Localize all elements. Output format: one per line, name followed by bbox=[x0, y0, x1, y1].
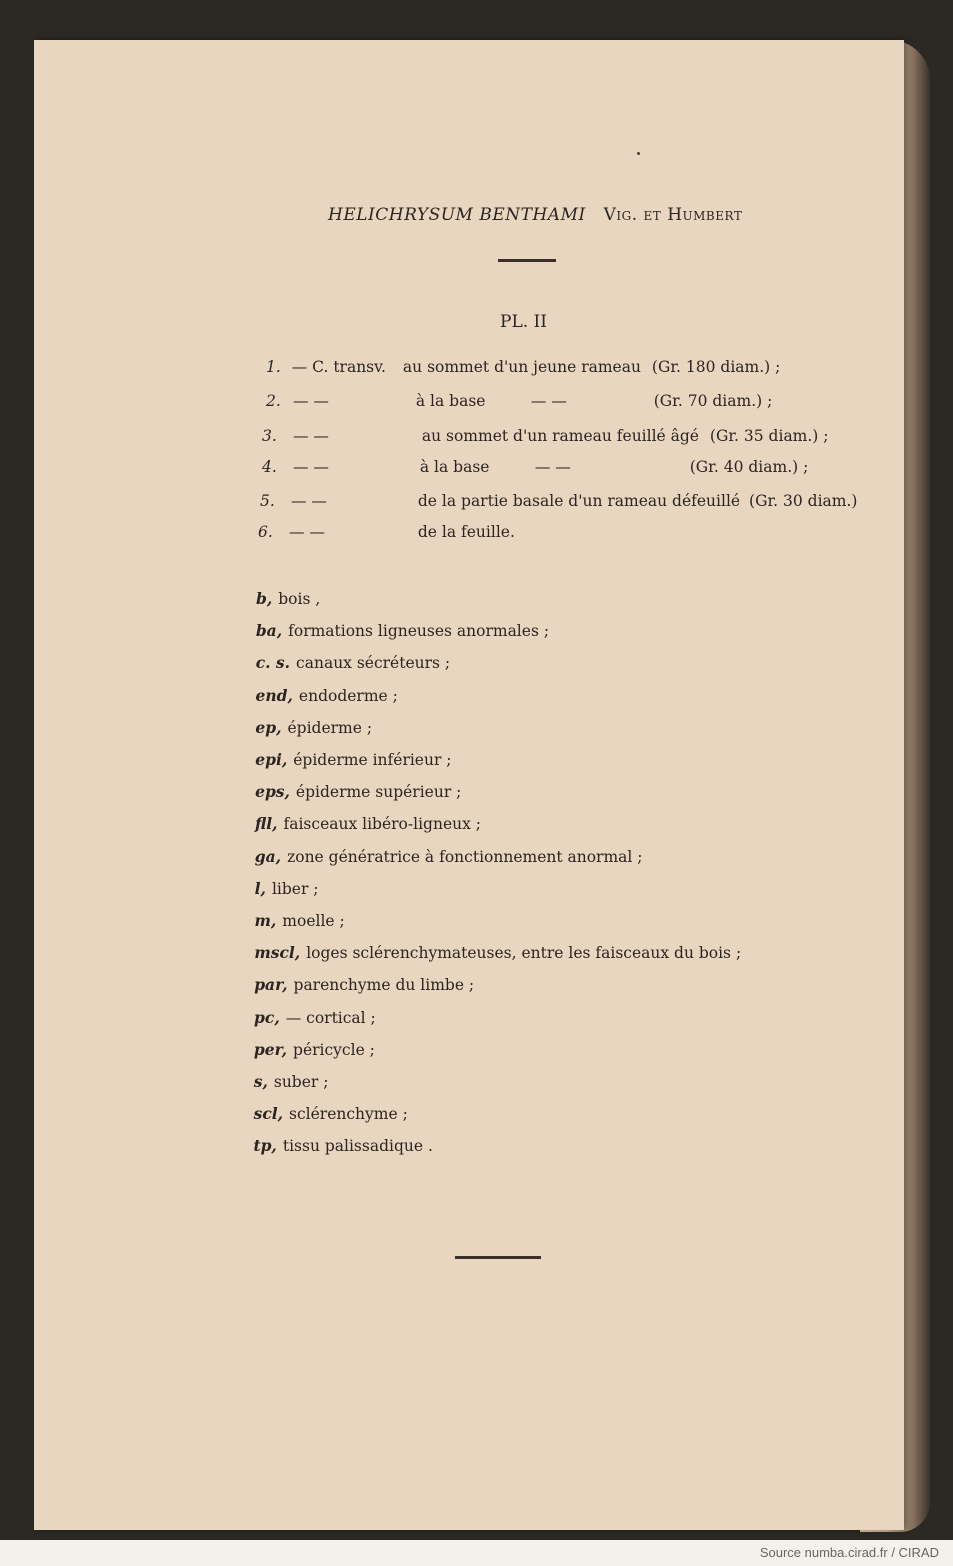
legend-abbreviation: s, bbox=[253, 1072, 268, 1091]
legend-abbreviation: end, bbox=[255, 685, 293, 705]
legend-definition: — cortical ; bbox=[285, 1008, 376, 1027]
legend-item bbox=[256, 589, 320, 608]
legend-definition: épiderme supérieur ; bbox=[295, 783, 462, 802]
legend-definition: loges sclérenchymateuses, entre les faisceaux du bois ; bbox=[306, 944, 742, 963]
legend-abbreviation: pc, bbox=[254, 1007, 280, 1027]
figure-location: à la base bbox=[419, 458, 490, 476]
figure-number: 1. bbox=[266, 358, 281, 376]
legend-item bbox=[255, 718, 372, 737]
legend-definition: épiderme ; bbox=[287, 718, 373, 737]
legend-definition: sclérenchyme ; bbox=[289, 1105, 408, 1124]
plate-label: PL. II bbox=[500, 312, 547, 332]
legend-item bbox=[256, 653, 450, 672]
legend-abbreviation: par, bbox=[254, 975, 288, 995]
figure-item bbox=[262, 427, 829, 445]
figure-item bbox=[262, 458, 808, 476]
legend-definition: parenchyme du limbe ; bbox=[293, 976, 475, 995]
legend-item bbox=[255, 847, 643, 866]
figure-section: — — bbox=[290, 492, 327, 510]
closing-rule bbox=[455, 1256, 541, 1259]
figure-number: 4. bbox=[262, 458, 277, 476]
legend-item bbox=[254, 1008, 376, 1027]
legend-definition: faisceaux libéro-ligneux ; bbox=[283, 815, 481, 834]
page bbox=[34, 40, 904, 1530]
figure-item bbox=[258, 523, 515, 541]
legend-abbreviation: l, bbox=[254, 878, 266, 898]
figure-section: — — bbox=[292, 427, 329, 445]
legend-item bbox=[256, 686, 398, 705]
figure-section: — — bbox=[288, 523, 325, 541]
heading-rule bbox=[498, 259, 556, 262]
legend-definition: zone génératrice à fonctionnement anormal ; bbox=[287, 847, 643, 866]
legend-item bbox=[255, 911, 345, 930]
figure-location: de la feuille. bbox=[417, 523, 515, 541]
legend-definition: moelle ; bbox=[282, 912, 345, 930]
legend-abbreviation: epi, bbox=[255, 750, 288, 769]
figure-number: 5. bbox=[260, 492, 275, 510]
legend-definition: péricycle ; bbox=[293, 1040, 375, 1059]
figure-number: 3. bbox=[262, 427, 277, 445]
legend-item bbox=[254, 943, 741, 962]
figure-item bbox=[260, 492, 857, 510]
figure-number: 6. bbox=[258, 523, 273, 541]
legend-abbreviation: c. s. bbox=[255, 653, 291, 673]
figure-item bbox=[266, 358, 780, 376]
source-credit: Source numba.cirad.fr / CIRAD bbox=[759, 1545, 939, 1560]
figure-number: 2. bbox=[266, 392, 281, 410]
figure-magnification: (Gr. 35 diam.) ; bbox=[709, 427, 829, 445]
legend-definition: endoderme ; bbox=[298, 686, 398, 705]
legend-item bbox=[255, 782, 461, 801]
legend-item bbox=[255, 750, 451, 769]
figure-magnification: (Gr. 180 diam.) ; bbox=[651, 358, 781, 376]
legend-abbreviation: mscl, bbox=[254, 943, 301, 963]
figure-location: à la base bbox=[415, 392, 486, 410]
figure-section: — C. transv. bbox=[291, 358, 386, 376]
legend-definition: formations ligneuses anormales ; bbox=[288, 622, 550, 641]
legend-abbreviation: m, bbox=[254, 911, 277, 930]
legend-item bbox=[255, 879, 319, 898]
legend-definition: suber ; bbox=[273, 1073, 329, 1091]
legend-definition: bois , bbox=[278, 590, 321, 608]
legend-abbreviation: ba, bbox=[255, 621, 283, 641]
figure-section: — — bbox=[292, 458, 329, 476]
legend-definition: tissu palissadique . bbox=[282, 1137, 433, 1156]
figure-section: — — bbox=[292, 392, 329, 410]
legend-abbreviation: ep, bbox=[255, 717, 282, 737]
legend-abbreviation: b, bbox=[256, 589, 273, 608]
figure-location: au sommet d'un rameau feuillé âgé bbox=[421, 427, 699, 445]
figure-item bbox=[266, 392, 772, 410]
legend-abbreviation: tp, bbox=[253, 1136, 277, 1156]
legend-abbreviation: eps, bbox=[255, 782, 290, 802]
legend-item bbox=[255, 814, 481, 833]
legend-item bbox=[254, 1072, 329, 1091]
legend-abbreviation: scl, bbox=[253, 1104, 284, 1124]
species-author: Vig. et Humbert bbox=[603, 205, 743, 225]
legend-definition: liber ; bbox=[271, 879, 319, 898]
species-name: HELICHRYSUM BENTHAMI bbox=[328, 205, 586, 225]
legend-abbreviation: ga, bbox=[254, 846, 282, 866]
legend-definition: épiderme inférieur ; bbox=[293, 751, 452, 769]
figure-magnification: (Gr. 40 diam.) ; bbox=[689, 458, 809, 476]
legend-item bbox=[256, 621, 549, 640]
legend-abbreviation: fll, bbox=[254, 814, 278, 834]
figure-magnification: (Gr. 70 diam.) ; bbox=[653, 392, 773, 410]
species-heading bbox=[328, 205, 742, 225]
figure-ditto: — — bbox=[534, 458, 571, 476]
figure-location: au sommet d'un jeune rameau bbox=[402, 358, 641, 376]
legend-item bbox=[254, 975, 474, 994]
figure-magnification: (Gr. 30 diam.) bbox=[749, 492, 858, 510]
legend-item bbox=[254, 1104, 408, 1123]
figure-location: de la partie basale d'un rameau défeuillé bbox=[417, 492, 741, 510]
legend-item bbox=[254, 1040, 375, 1059]
legend-definition: canaux sécréteurs ; bbox=[296, 654, 451, 673]
legend-abbreviation: per, bbox=[253, 1039, 288, 1059]
legend-item bbox=[253, 1136, 432, 1155]
figure-ditto: — — bbox=[530, 392, 567, 410]
print-speck bbox=[637, 152, 640, 155]
